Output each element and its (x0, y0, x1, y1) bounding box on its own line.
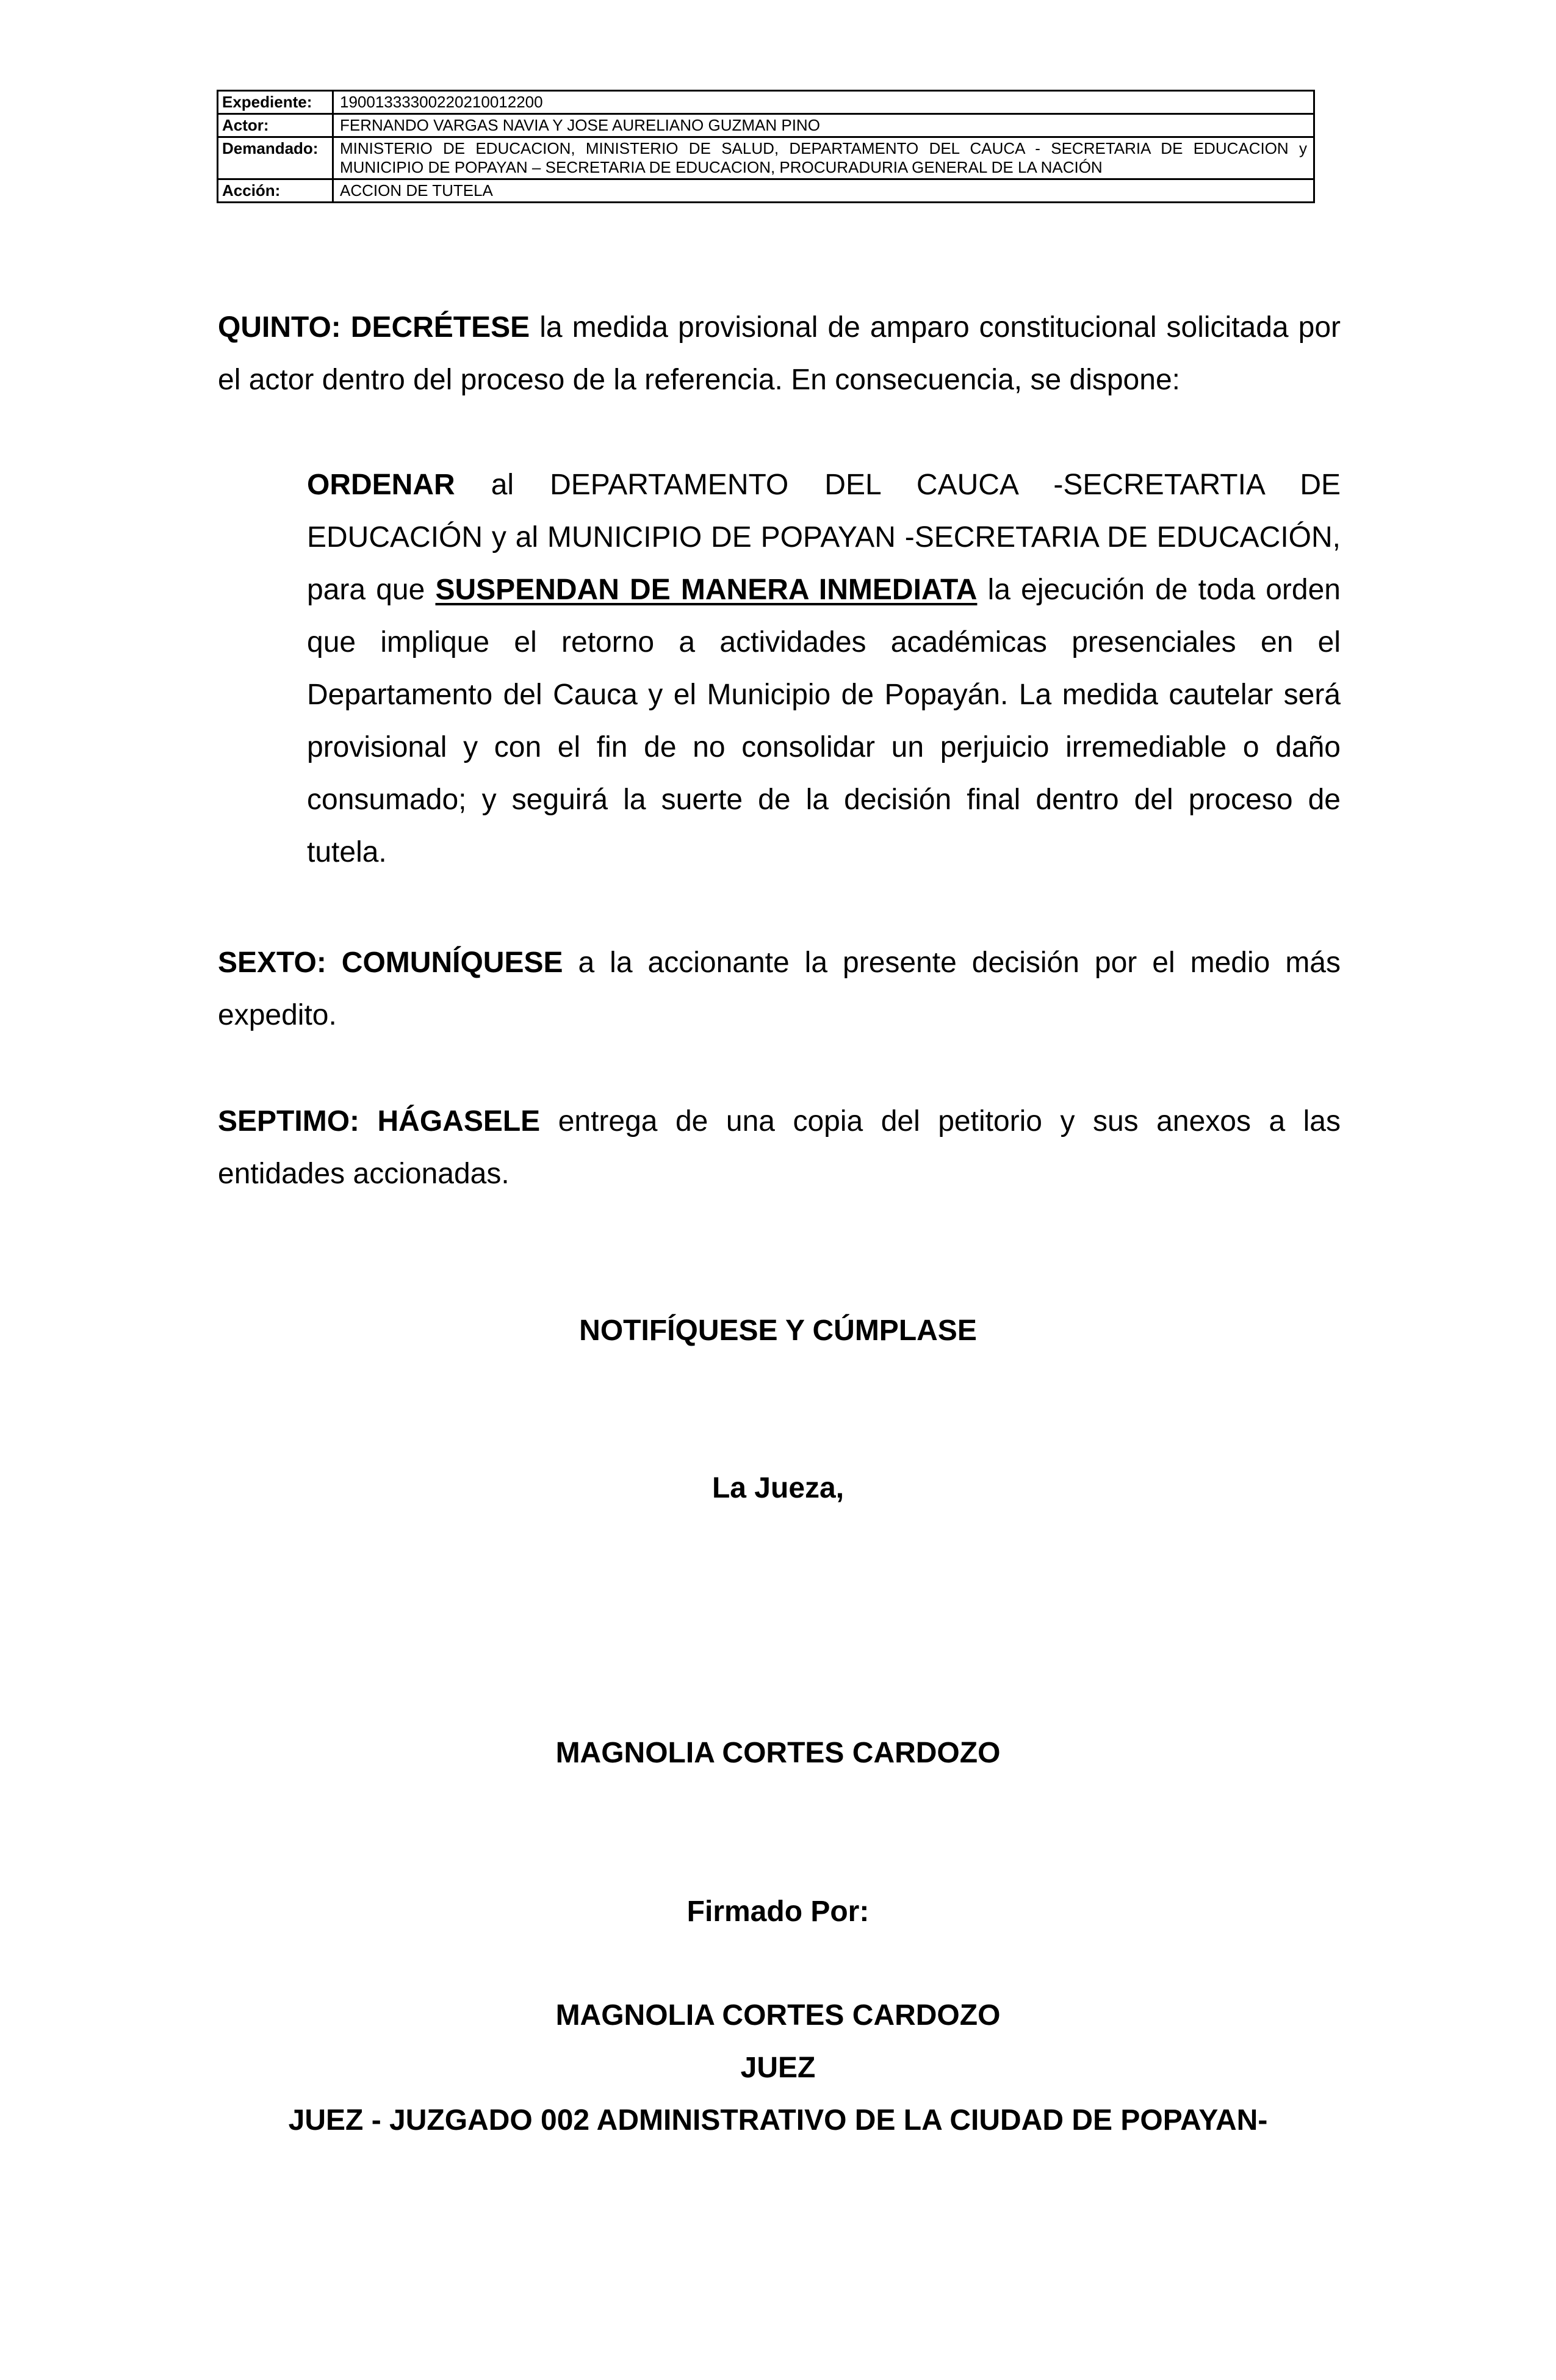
ordenar-text-1: al DEPARTAMENTO DEL CAUCA -SECRETARTIA DE EDUCACIÓN y al MUNICIPIO DE POPAYAN -SECRETARIA DE EDUCACIÓN, para que (307, 469, 1341, 606)
demandado-label: Demandado: (218, 137, 333, 179)
signed-by-label: Firmado Por: (686, 1895, 870, 1928)
septimo-heading: SEPTIMO: HÁGASELE (218, 1105, 541, 1138)
quinto-text: la medida provisional de amparo constitucional solicitada por el actor dentro del proceso de la referencia. En consecuencia, se dispone: (218, 311, 1341, 396)
septimo-text: entrega de una copia del petitorio y sus anexos a las entidades accionadas. (218, 1105, 1341, 1190)
judge-role: La Jueza, (711, 1472, 845, 1504)
expediente-value: 19001333300220210012200 (333, 91, 1314, 114)
demandado-value: MINISTERIO DE EDUCACION, MINISTERIO DE SALUD, DEPARTAMENTO DEL CAUCA - SECRETARIA DE EDUCACION y MUNICIPIO DE POPAYAN – SECRETARIA DE EDUCACION, PROCURADURIA GENERAL DE LA NACIÓN (333, 137, 1314, 179)
signer-name: MAGNOLIA CORTES CARDOZO (555, 1999, 1001, 2032)
ordenar-heading: ORDENAR (307, 469, 455, 501)
judge-name: MAGNOLIA CORTES CARDOZO (555, 1737, 1001, 1769)
case-row-expediente (218, 91, 1314, 114)
paragraph-septimo (218, 1095, 1341, 1200)
paragraph-quinto (218, 301, 1341, 406)
signer-title: JUEZ (740, 2052, 816, 2084)
case-row-demandado (218, 137, 1314, 179)
paragraph-ordenar (307, 459, 1341, 879)
case-row-actor (218, 114, 1314, 137)
expediente-label: Expediente: (218, 91, 333, 114)
accion-label: Acción: (218, 179, 333, 203)
actor-label: Actor: (218, 114, 333, 137)
notify-heading: NOTIFÍQUESE Y CÚMPLASE (579, 1314, 977, 1347)
sexto-heading: SEXTO: COMUNÍQUESE (218, 947, 563, 979)
case-header-table (217, 90, 1315, 203)
accion-value: ACCION DE TUTELA (333, 179, 1314, 203)
paragraph-sexto (218, 937, 1341, 1042)
ordenar-emphasis: SUSPENDAN DE MANERA INMEDIATA (435, 574, 978, 606)
quinto-heading: QUINTO: DECRÉTESE (218, 311, 530, 344)
sexto-text: a la accionante la presente decisión por el medio más expedito. (218, 947, 1341, 1031)
court-name: JUEZ - JUZGADO 002 ADMINISTRATIVO DE LA CIUDAD DE POPAYAN- (288, 2104, 1268, 2137)
actor-value: FERNANDO VARGAS NAVIA Y JOSE AURELIANO GUZMAN PINO (333, 114, 1314, 137)
ordenar-text-2: la ejecución de toda orden que implique el retorno a actividades académicas presenciales en el Departamento del Cauca y el Municipio de Popayán. La medida cautelar será provisional y con el fin de no consolidar un perjuicio irremediable o daño consumado; y seguirá la suerte de la decisión final dentro del proceso de tutela. (307, 574, 1341, 868)
case-row-accion (218, 179, 1314, 203)
